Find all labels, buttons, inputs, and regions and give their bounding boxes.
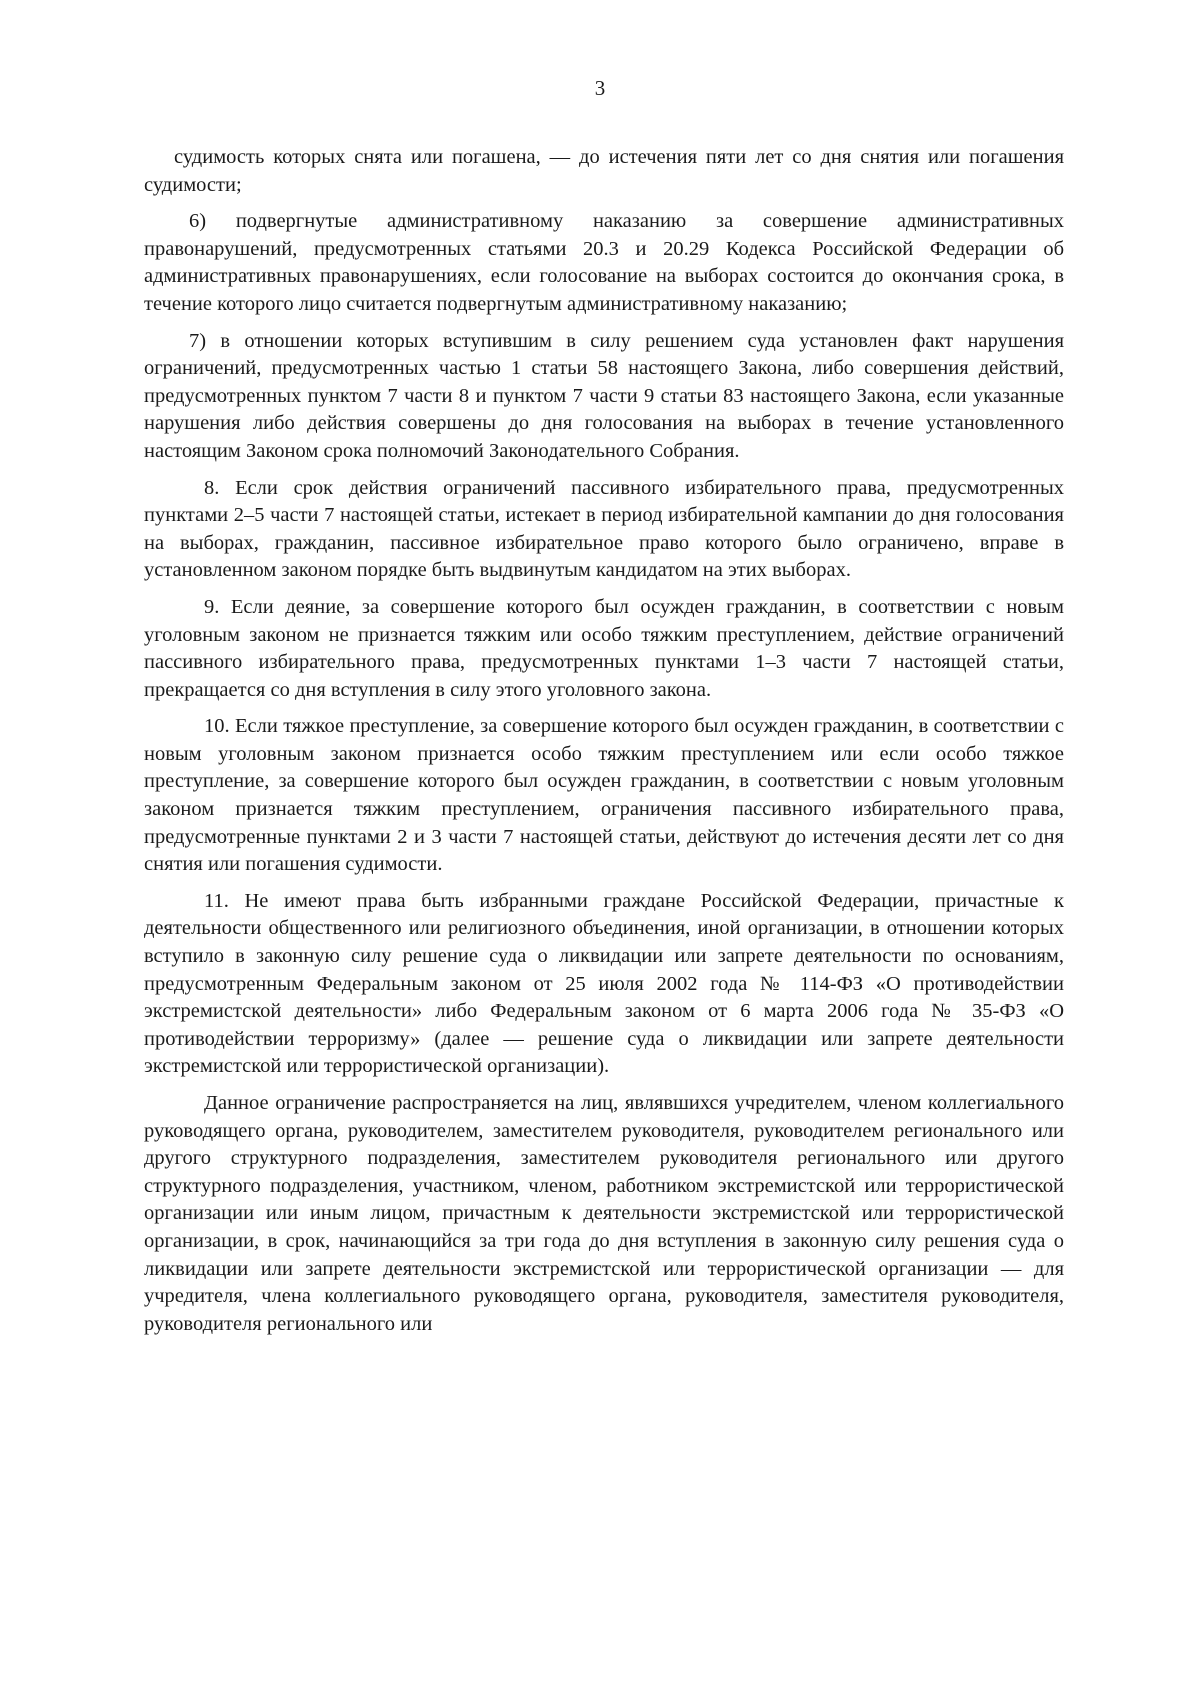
page-number: 3	[594, 76, 606, 100]
paragraph-part-9: 9. Если деяние, за совершение которого был осужден гражданин, в соответствии с новым уголовным законом не признается тяжким или особо тяжким преступлением, действие ограничений пассивного избирательного права, предусмотренных пунктами 1–3 части 7 настоящей статьи, прекращается со дня вступления в силу этого уголовного закона.	[144, 595, 1064, 701]
paragraph-continuation: судимость которых снята или погашена, — до истечения пяти лет со дня снятия или погашения судимости;	[144, 146, 1064, 196]
paragraph-item-6: 6) подвергнутые административному наказанию за совершение административных правонарушений, предусмотренных статьями 20.3 и 20.29 Кодекса Российской Федерации об административных правонарушениях, если голосование на выборах состоится до окончания срока, в течение которого лицо считается подвергнутым административному наказанию;	[144, 210, 1064, 315]
document-body	[144, 144, 1064, 1347]
paragraph-part-11: 11. Не имеют права быть избранными граждане Российской Федерации, причастные к деятельности общественного или религиозного объединения, иной организации, в отношении которых вступило в законную силу решение суда о ликвидации или запрете деятельности по основаниям, предусмотренным Федеральным законом от 25 июля 2002 года № 114-ФЗ «О противодействии экстремистской деятельности» либо Федеральным законом от 6 марта 2006 года № 35-ФЗ «О противодействии терроризму» (далее — решение суда о ликвидации или запрете деятельности экстремистской или террористической организации).	[144, 889, 1064, 1078]
paragraph-item-7: 7) в отношении которых вступившим в силу решением суда установлен факт нарушения ограничений, предусмотренных частью 1 статьи 58 настоящего Закона, либо совершения действий, предусмотренных пунктом 7 части 8 и пунктом 7 части 9 статьи 83 настоящего Закона, если указанные нарушения либо действия совершены до дня голосования на выборах в течение установленного настоящим Законом срока полномочий Законодательного Собрания.	[144, 329, 1064, 462]
paragraph-part-8: 8. Если срок действия ограничений пассивного избирательного права, предусмотренных пунктами 2–5 части 7 настоящей статьи, истекает в период избирательной кампании до дня голосования на выборах, гражданин, пассивное избирательное право которого было ограничено, вправе в установленном законом порядке быть выдвинутым кандидатом на этих выборах.	[144, 476, 1064, 582]
paragraph-part-10: 10. Если тяжкое преступление, за совершение которого был осужден гражданин, в соответствии с новым уголовным законом признается особо тяжким преступлением или если особо тяжкое преступление, за совершение которого был осужден гражданин, в соответствии с новым уголовным законом признается тяжким преступлением, ограничения пассивного избирательного права, предусмотренные пунктами 2 и 3 части 7 настоящей статьи, действуют до истечения десяти лет со дня снятия или погашения судимости.	[144, 715, 1064, 876]
paragraph-restriction-scope: Данное ограничение распространяется на лиц, являвшихся учредителем, членом коллегиального руководящего органа, руководителем, заместителем руководителя, руководителем регионального или другого структурного подразделения, заместителем руководителя регионального или другого структурного подразделения, участником, членом, работником экстремистской или террористической организации или иным лицом, причастным к деятельности экстремистской или террористической организации, в срок, начинающийся за три года до дня вступления в законную силу решения суда о ликвидации или запрете деятельности экстремистской или террористической организации — для учредителя, члена коллегиального руководящего органа, руководителя, заместителя руководителя, руководителя регионального или	[144, 1092, 1064, 1335]
